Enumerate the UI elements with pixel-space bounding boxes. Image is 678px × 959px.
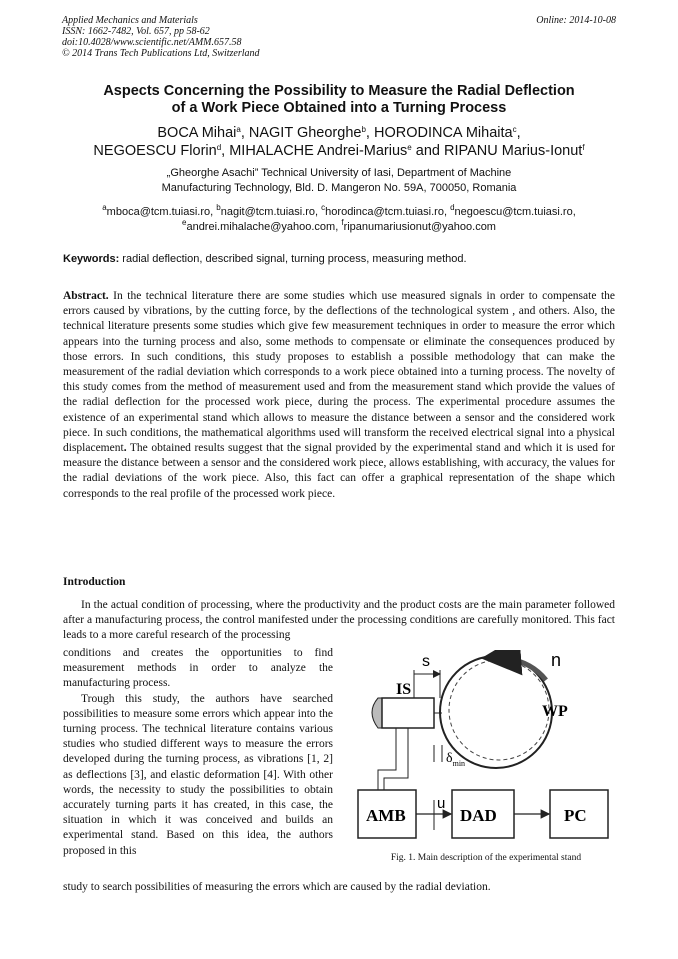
author-name: RIPANU Marius-Ionut (444, 143, 583, 159)
label-n: n (551, 650, 562, 670)
email-address[interactable]: horodinca@tcm.tuiasi.ro (325, 206, 444, 218)
label-delta-sub: min (452, 759, 466, 768)
keywords-label: Keywords: (63, 253, 120, 265)
issn-line: ISSN: 1662-7482, Vol. 657, pp 58-62 (62, 26, 210, 37)
author-name: NEGOESCU Florin (93, 143, 217, 159)
author-name: BOCA Mihai (157, 125, 237, 141)
sensor-cable (378, 728, 396, 790)
affiliation-line-1: „Gheorghe Asachi” Technical University of Iasi, Department of Machine (166, 167, 512, 179)
email-sep: , (335, 221, 342, 233)
author-sep: and (411, 143, 444, 159)
author-sep: , (240, 125, 249, 141)
sensor-mount-icon (372, 698, 382, 728)
label-s: s (422, 653, 430, 670)
workpiece-circle (440, 656, 552, 768)
email-sep: , (315, 206, 322, 218)
intro-paragraph-2-last-line: study to search possibilities of measuring the errors which are caused by the radial deviation. (63, 881, 491, 893)
email-line-1 (62, 205, 616, 220)
abstract-label: Abstract. (63, 290, 109, 302)
label-pc: PC (564, 806, 587, 825)
author-sup: d (216, 143, 222, 152)
author-name: MIHALACHE Andrei-Marius (229, 143, 408, 159)
author-sep: , (516, 125, 521, 141)
label-u: u (437, 795, 446, 812)
copyright-line: © 2014 Trans Tech Publications Ltd, Switzerland (62, 48, 260, 59)
abstract-bold-period: . (123, 442, 127, 455)
abstract-text-1: In the technical literature there are some studies which use measured signals in order to compensate the errors caused by vibrations, by the cutting force, by the deflections of the technological system , and others. Also, the technical literature presents some studies which give few measurement techniques in order to measure the error which appears into the turning process and also, some methods to compensate or eliminate the consequences produced by those errors. In such conditions, this study proposes to establish a possible methodology that can make the measurement of the radial deviation which corresponds to a work piece obtained into a turning process. The novelty of this study comes from the method of measurement used and from the measurement stand which provide the values of the radial deflection for the processed work piece, during the process. The experimental procedure assumes the existence of an experimental stand which allows to measure the distance between a sensor and the considered work piece. In such conditions, the mathematical algorithms used will transform the received electrical signal into a physical displacement (63, 290, 615, 455)
keywords-text: radial deflection, described signal, turning process, measuring method. (119, 253, 467, 265)
email-address[interactable]: nagit@tcm.tuiasi.ro (220, 206, 316, 218)
author-sup: f (582, 143, 585, 152)
email-sup: a (102, 203, 107, 212)
email-sup: c (321, 203, 326, 212)
email-sep: , (443, 206, 451, 218)
author-name: NAGIT Gheorghe (248, 125, 362, 141)
author-line-2 (40, 142, 638, 160)
paper-title (62, 83, 616, 117)
section-heading-introduction: Introduction (63, 576, 126, 588)
abstract (63, 289, 615, 502)
author-sup: c (512, 125, 517, 134)
author-sup: e (407, 143, 412, 152)
affiliation-line-2: Manufacturing Technology, Bld. D. Mangeron No. 59A, 700050, Romania (161, 182, 517, 194)
author-sep: , (221, 143, 230, 159)
email-sep: , (572, 206, 576, 218)
running-header (62, 15, 616, 59)
title-line-2: of a Work Piece Obtained into a Turning Process (171, 100, 507, 116)
intro-column-text (63, 646, 333, 859)
email-list (62, 205, 616, 235)
doi-line: doi:10.4028/www.scientific.net/AMM.657.58 (62, 37, 242, 48)
online-date: Online: 2014-10-08 (536, 15, 616, 26)
title-line-1: Aspects Concerning the Possibility to Measure the Radial Deflection (103, 83, 575, 99)
figure-caption: Fig. 1. Main description of the experimental stand (390, 853, 582, 863)
email-sup: e (182, 218, 187, 227)
rotation-arrow-icon (486, 658, 546, 680)
email-line-2 (62, 220, 616, 235)
author-list (40, 124, 638, 160)
author-sup: b (361, 125, 366, 134)
email-address[interactable]: negoescu@tcm.tuiasi.ro (454, 206, 573, 218)
email-sup: b (216, 203, 221, 212)
email-address[interactable]: ripanumariusionut@yahoo.com (343, 221, 496, 233)
email-sup: d (450, 203, 455, 212)
abstract-text-2: The obtained results suggest that the signal provided by the experimental stand and which it is used for measure the distance between a sensor and the considered work piece, allows establishing, with accuracy, the values for the radial deviations of the work piece. Also, this fact can offer a graphical representation of the shape which corresponds to the real profile of the processed work piece. (63, 442, 615, 500)
label-delta-symbol: δ (446, 751, 453, 766)
intro-paragraph-1-continued: conditions and creates the opportunities to find measurement methods in order to analyze the manufacturing process. (63, 647, 333, 690)
keywords (63, 252, 617, 267)
author-sup: a (236, 125, 241, 134)
email-sep: , (210, 206, 217, 218)
sensor-body (382, 698, 434, 728)
intro-paragraph-2: Trough this study, the authors have searched possibilities to measure some errors which appear into the turning process. The technical literature contains various studies who studied different ways to measure the errors developed during the turning process, as vibrations [1, 2] as deflections [3], and elastic deformation [4]. With other words, the necessity to study the possibilities to obtain accurately turning parts it has created, in this case, the situation in which it was conceived and builds an experimental stand. Based on this idea, the authors proposed in this (63, 692, 333, 857)
label-delta (446, 751, 465, 768)
email-sup: f (341, 218, 344, 227)
author-sep: , (365, 125, 374, 141)
email-address[interactable]: mboca@tcm.tuiasi.ro (106, 206, 211, 218)
experimental-stand-figure (356, 650, 616, 860)
label-wp: WP (542, 703, 568, 720)
label-is: IS (396, 681, 412, 698)
label-amb: AMB (366, 806, 406, 825)
author-line-1 (40, 124, 638, 142)
intro-paragraph-1: In the actual condition of processing, where the productivity and the product costs are the main parameter followed after a manufacturing process, the control manifested under the processing conditions are carefully monitored. This fact leads to a more careful research of the processing (63, 599, 615, 642)
workpiece-dashed-circle (449, 660, 549, 760)
label-dad: DAD (460, 806, 497, 825)
author-name: HORODINCA Mihaita (373, 125, 513, 141)
email-address[interactable]: andrei.mihalache@yahoo.com (186, 221, 336, 233)
journal-name: Applied Mechanics and Materials (62, 15, 198, 26)
affiliation (62, 166, 616, 196)
